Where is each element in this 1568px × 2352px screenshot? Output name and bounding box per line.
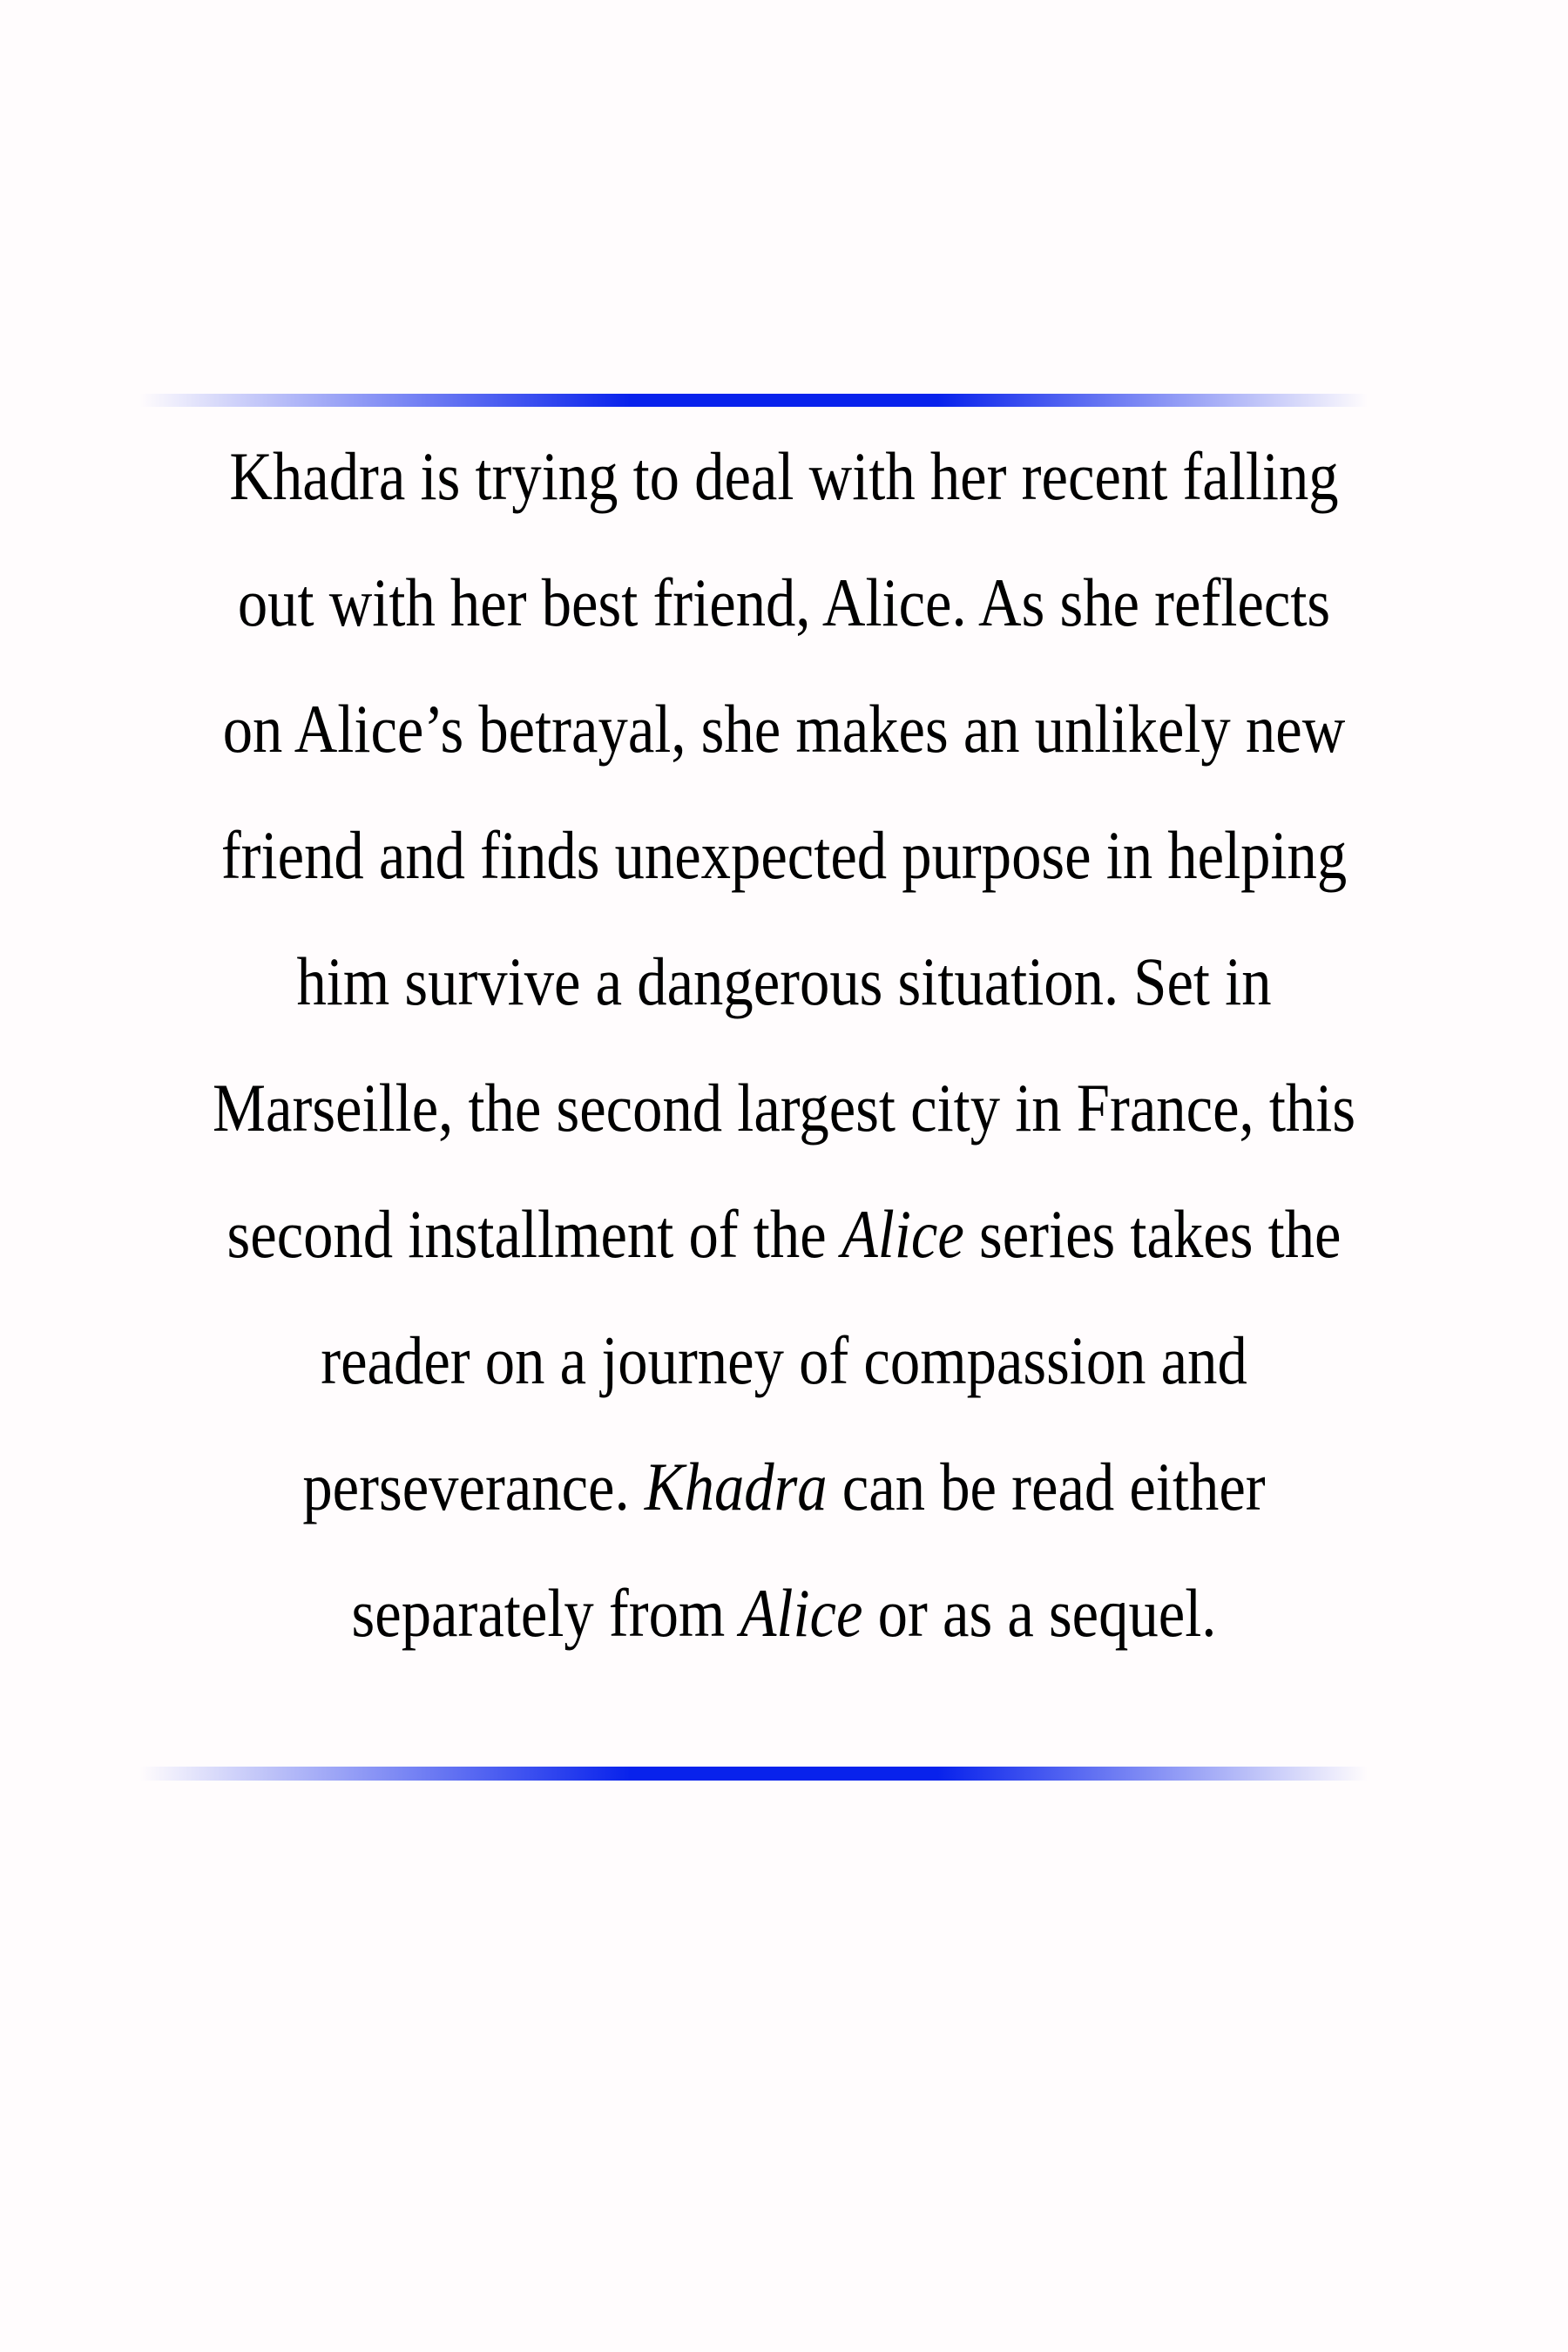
text-segment: on Alice’s betrayal, she makes an unlikely new (222, 691, 1346, 767)
text-segment: perseverance. (302, 1449, 645, 1524)
text-segment: separately from (351, 1575, 740, 1651)
text-segment: can be read either (827, 1449, 1266, 1524)
paragraph-line (94, 1171, 1474, 1297)
paragraph-line (94, 792, 1474, 918)
paragraph-line (94, 918, 1474, 1044)
book-blurb (94, 413, 1474, 1676)
paragraph-line (94, 413, 1474, 539)
top-divider-line (139, 394, 1368, 407)
paragraph-line (94, 1550, 1474, 1676)
paragraph-line (94, 666, 1474, 792)
text-segment: out with her best friend, Alice. As she reflects (237, 564, 1331, 640)
text-segment: reader on a journey of compassion and (321, 1322, 1247, 1398)
text-segment: series takes the (963, 1196, 1342, 1272)
paragraph-line (94, 539, 1474, 666)
text-segment: Khadra is trying to deal with her recent falling (229, 438, 1339, 514)
text-segment: Marseille, the second largest city in France, this (212, 1070, 1356, 1146)
italic-text-segment: Alice (841, 1196, 964, 1272)
text-segment: or as a sequel. (862, 1575, 1217, 1651)
paragraph-line (94, 1297, 1474, 1423)
bottom-divider-line (139, 1767, 1368, 1781)
paragraph-line (94, 1044, 1474, 1171)
text-segment: friend and finds unexpected purpose in helping (220, 817, 1348, 893)
paragraph-line (94, 1423, 1474, 1550)
italic-text-segment: Alice (740, 1575, 863, 1651)
text-segment: him survive a dangerous situation. Set in (296, 943, 1272, 1019)
text-segment: second installment of the (226, 1196, 841, 1272)
italic-text-segment: Khadra (644, 1449, 828, 1524)
